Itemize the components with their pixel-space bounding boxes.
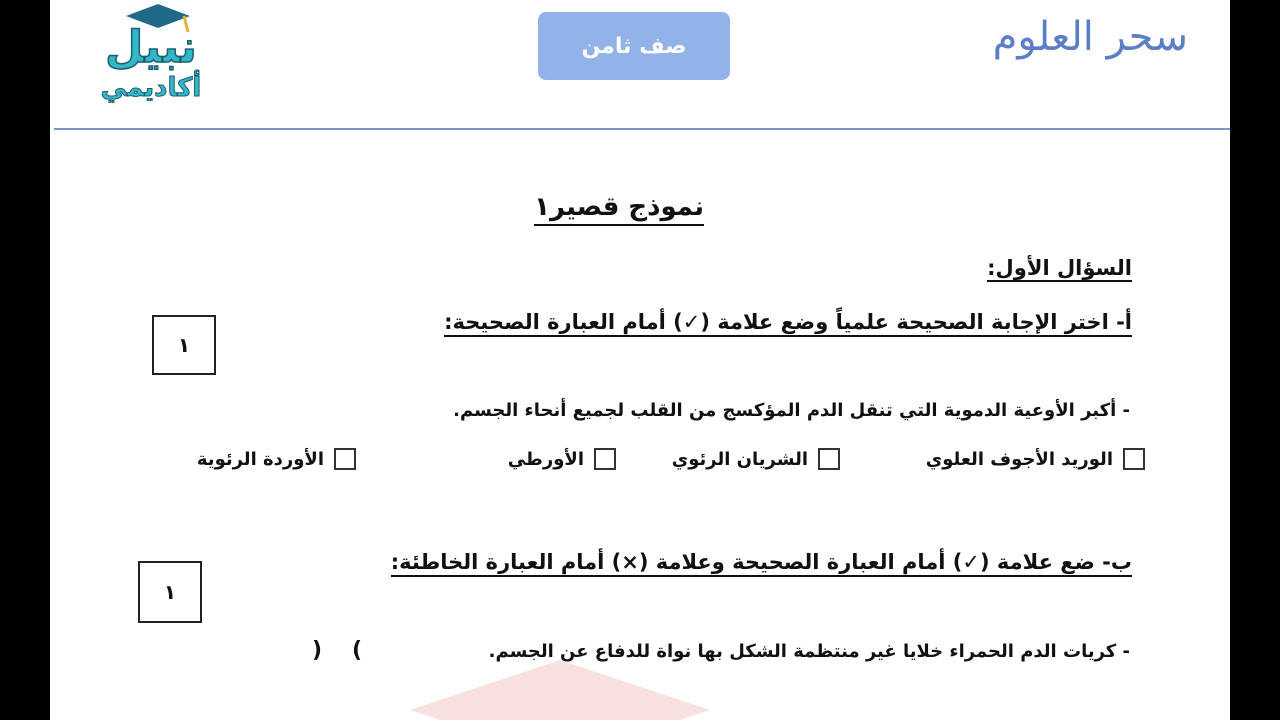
academy-logo bbox=[96, 2, 206, 106]
part-b-instruction: ب- ضع علامة (✓) أمام العبارة الصحيحة وعلامة (×) أمام العبارة الخاطئة: bbox=[391, 550, 1132, 577]
part-a-instruction: أ- اختر الإجابة الصحيحة علمياً وضع علامة (✓) أمام العبارة الصحيحة: bbox=[444, 310, 1132, 337]
checkbox[interactable] bbox=[818, 448, 840, 470]
part-b-statement: - كريات الدم الحمراء خلايا غير منتظمة الشكل بها نواة للدفاع عن الجسم. bbox=[488, 641, 1130, 662]
document-title: نموذج قصير١ bbox=[534, 192, 704, 226]
part-b-score-box: ١ bbox=[138, 561, 202, 623]
part-a-score-box: ١ bbox=[152, 315, 216, 375]
option-label: الأوردة الرئوية bbox=[196, 448, 324, 470]
worksheet-page bbox=[50, 0, 1230, 720]
svg-text:أكاديمي: أكاديمي bbox=[100, 73, 202, 103]
option-label: الشريان الرئوي bbox=[671, 448, 808, 470]
option-label: الوريد الأجوف العلوي bbox=[925, 448, 1113, 470]
brand-title: سحر العلوم bbox=[992, 14, 1188, 60]
grade-badge: صف ثامن bbox=[538, 12, 730, 80]
option-aorta[interactable] bbox=[508, 448, 616, 470]
checkbox[interactable] bbox=[1123, 448, 1145, 470]
paren-open: ) bbox=[312, 638, 323, 663]
option-pulmonary-artery[interactable] bbox=[672, 448, 840, 470]
watermark-logo bbox=[350, 640, 770, 720]
checkbox[interactable] bbox=[334, 448, 356, 470]
header-divider bbox=[54, 128, 1230, 130]
option-pulmonary-veins[interactable] bbox=[197, 448, 356, 470]
question-heading: السؤال الأول: bbox=[987, 256, 1132, 280]
svg-text:نبيل: نبيل bbox=[105, 22, 197, 73]
checkbox[interactable] bbox=[594, 448, 616, 470]
part-a-statement: - أكبر الأوعية الدموية التي تنقل الدم المؤكسج من القلب لجميع أنحاء الجسم. bbox=[453, 400, 1130, 421]
paren-close: ( bbox=[351, 638, 362, 663]
option-label: الأورطي bbox=[507, 448, 584, 470]
option-superior-vena-cava[interactable] bbox=[926, 448, 1145, 470]
